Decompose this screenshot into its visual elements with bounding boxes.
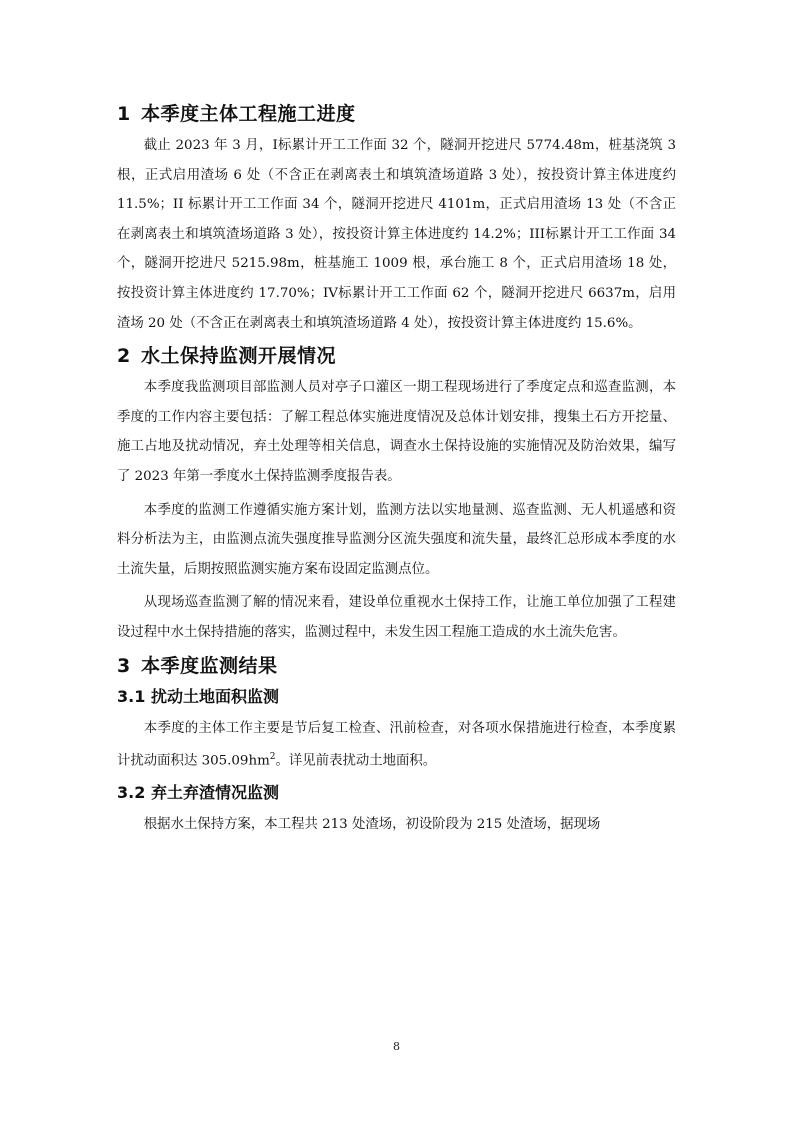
section-title: 本季度主体工程施工进度 xyxy=(141,103,356,125)
page-number: 8 xyxy=(393,1040,400,1053)
paragraph: 本季度的监测工作遵循实施方案计划，监测方法以实地量测、巡查监测、无人机遥感和资料分析法为主，由监测点流失强度推导监测分区流失强度和流失量，最终汇总形成本季度的水土流失量，后期按照监测实施方案布设固定监测点位。 xyxy=(117,502,676,577)
section-number: 1 xyxy=(117,103,131,125)
subsection-number: 3.1 xyxy=(117,686,146,706)
paragraph: 截止 2023 年 3 月，I标累计开工工作面 32 个，隧洞开挖进尺 5774.48m，桩基浇筑 3 根，正式启用渣场 6 处（不含正在剥离表土和填筑渣场道路 3 处），按投资计算主体进度约 11.5%；II 标累计开工工作面 34 个，隧洞开挖进尺 4101m，正式启用渣场 13 处（不含正在剥离表土和填筑渣场道路 3 处），按投资计算主体进度约 14.2%；III标累计开工工作面 34 个，隧洞开挖进尺 5215.98m，桩基施工 1009 根，承台施工 8 个，正式启用渣场 18 处，按投资计算主体进度约 17.70%；IV标累计开工工作面 62 个，隧洞开挖进尺 6637m，启用渣场 20 处（不含正在剥离表土和填筑渣场道路 4 处），按投资计算主体进度约 15.6%。 xyxy=(117,138,676,331)
section-title: 水土保持监测开展情况 xyxy=(141,345,337,368)
paragraph: 根据水土保持方案，本工程共 213 处渣场，初设阶段为 215 处渣场，据现场 xyxy=(143,817,601,833)
section-1-heading xyxy=(117,100,676,128)
section-title: 本季度监测结果 xyxy=(141,654,278,677)
paragraph-text: 本季度的主体工作主要是节后复工检查、汛前检查，对各项水保措施进行检查，本季度累计扰动面积达 305.09hm xyxy=(117,720,676,769)
subsection-3-2-heading xyxy=(117,780,676,806)
section-2-heading xyxy=(117,342,676,370)
paragraph: 本季度我监测项目部监测人员对亭子口灌区一期工程现场进行了季度定点和巡查监测，本季度的工作内容主要包括：了解工程总体实施进度情况及总体计划安排，搜集土石方开挖量、施工占地及扰动情况，弃土处理等相关信息，调查水土保持设施的实施情况及防治效果，编写了 2023 年第一季度水土保持监测季度报告表。 xyxy=(117,380,676,484)
subsection-title: 弃土弃渣情况监测 xyxy=(151,783,280,803)
section-number: 3 xyxy=(117,654,131,677)
subsection-title: 扰动土地面积监测 xyxy=(151,686,280,706)
subsection-3-1-heading xyxy=(117,684,676,710)
subsection-number: 3.2 xyxy=(117,783,146,803)
paragraph: 从现场巡查监测了解的情况来看，建设单位重视水土保持工作，让施工单位加强了工程建设过程中水土保持措施的落实，监测过程中，未发生因工程施工造成的水土流失危害。 xyxy=(117,595,676,640)
paragraph xyxy=(117,714,676,777)
section-3-heading xyxy=(117,652,676,680)
section-number: 2 xyxy=(117,345,131,368)
paragraph-text: 。详见前表扰动土地面积。 xyxy=(275,753,437,769)
superscript: 2 xyxy=(269,752,276,763)
